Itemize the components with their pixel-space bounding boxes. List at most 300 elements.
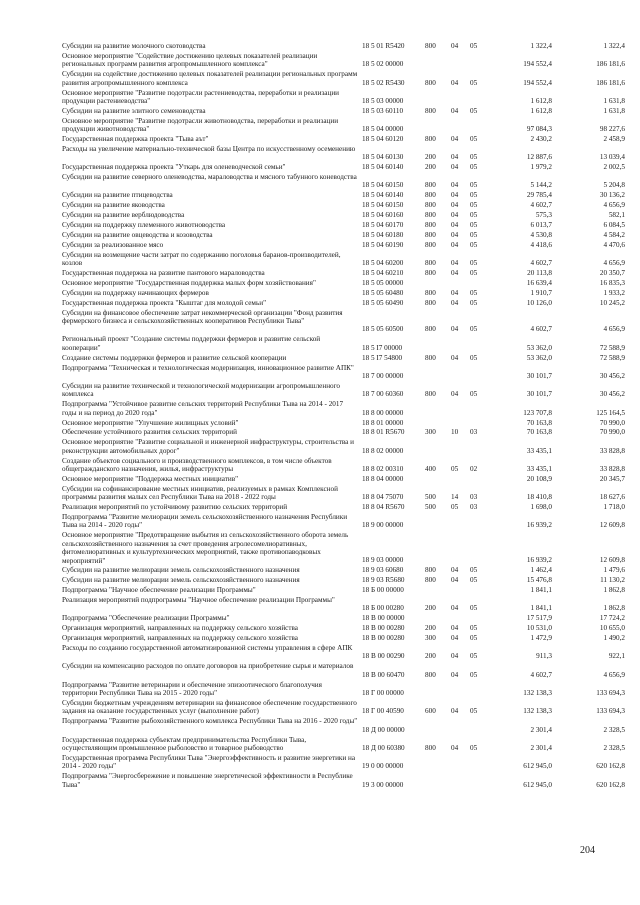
row-value-2020: 1 841,1 <box>530 586 552 595</box>
table-row <box>0 531 640 565</box>
row-name: Государственная программа Республики Тыва "Энергоэффективность и развитие энергетики на 2014 - 2020 годы" <box>62 753 356 771</box>
row-value-2020: 1 472,9 <box>530 634 552 643</box>
row-code: 18 5 02 00000 <box>362 60 404 69</box>
row-subsection: 05 <box>470 153 478 162</box>
row-section: 04 <box>451 231 459 239</box>
row-expense-type: 800 <box>425 211 436 220</box>
row-expense-type: 200 <box>425 604 436 613</box>
row-code: 18 5 02 R5430 <box>362 78 405 87</box>
row-name: Субсидии на развитие технической и технологической модернизации агропромышленного комплекса <box>62 381 341 399</box>
row-section: 04 <box>451 201 459 210</box>
row-code: 18 7 00 60360 <box>362 390 404 399</box>
row-value-2020: 1 322,4 <box>530 42 552 50</box>
row-code: 18 5 04 60130 <box>362 153 404 162</box>
row-value-2021: 30 456,2 <box>599 390 625 399</box>
table-row <box>0 662 640 679</box>
row-value-2020: 20 113,8 <box>527 269 552 278</box>
row-value-2021: 2 458,9 <box>603 135 625 143</box>
row-expense-type: 800 <box>425 576 436 585</box>
row-subsection: 05 <box>470 259 478 268</box>
table-row <box>0 699 640 716</box>
row-subsection: 05 <box>470 240 478 249</box>
row-value-2020: 4 602,7 <box>530 259 552 268</box>
row-code: 19 3 00 00000 <box>362 780 404 789</box>
row-expense-type: 800 <box>425 42 436 50</box>
table-row <box>0 42 640 50</box>
row-code: 18 5 04 60160 <box>362 211 404 220</box>
table-row <box>0 354 640 362</box>
row-code: 18 8 01 00000 <box>362 418 404 427</box>
table-row <box>0 438 640 455</box>
row-value-2021: 70 990,0 <box>599 418 625 427</box>
row-name: Создание объектов социального и производственного комплексов, в том числе объектов общегражданского назначения, жилья, инфраструктуры <box>62 456 332 473</box>
row-value-2021: 186 181,6 <box>596 78 625 87</box>
row-name: Субсидии на развитие элитного семеноводства <box>62 106 206 115</box>
row-section: 04 <box>451 259 459 268</box>
row-name: Подпрограмма "Устойчивое развитие сельских территорий Республики Тыва на 2014 - 2017 годы и на период до 2020 года" <box>62 400 344 417</box>
row-subsection: 03 <box>470 428 478 437</box>
table-row <box>0 163 640 171</box>
row-value-2021: 1 862,8 <box>603 604 625 613</box>
row-value-2021: 12 609,8 <box>599 521 625 530</box>
row-value-2020: 1 612,8 <box>530 96 552 105</box>
row-section: 04 <box>451 42 459 50</box>
table-row <box>0 614 640 622</box>
row-name: Государственная поддержка проекта "Кыштаг для молодой семьи" <box>62 298 267 307</box>
table-row <box>0 457 640 474</box>
row-section: 04 <box>451 163 459 172</box>
row-subsection: 05 <box>470 135 478 143</box>
row-value-2020: 575,3 <box>535 211 552 220</box>
row-value-2021: 18 627,6 <box>599 493 625 502</box>
table-row <box>0 586 640 594</box>
row-value-2020: 20 108,9 <box>526 474 552 483</box>
table-row <box>0 717 640 734</box>
row-name: Государственная поддержка на развитие пантового мараловодства <box>62 269 265 278</box>
table-row <box>0 70 640 87</box>
row-subsection: 03 <box>470 493 478 502</box>
row-name: Подпрограмма "Обеспечение реализации Программы" <box>62 614 230 623</box>
table-row <box>0 173 640 190</box>
table-row <box>0 201 640 209</box>
row-value-2021: 2 002,5 <box>603 163 625 172</box>
row-name: Создание системы поддержки фермеров и развитие сельской кооперации <box>62 353 287 362</box>
row-section: 04 <box>451 652 459 661</box>
row-value-2020: 53 362,0 <box>526 343 552 352</box>
row-subsection: 05 <box>470 634 478 643</box>
row-expense-type: 200 <box>425 163 436 172</box>
table-row <box>0 634 640 642</box>
row-value-2020: 194 552,4 <box>523 60 552 69</box>
row-value-2020: 123 707,8 <box>523 408 552 417</box>
row-subsection: 05 <box>470 390 478 399</box>
row-name: Основное мероприятие "Развитие социальной и инженерной инфраструктуры, строительства и реконструкции автомобильных дорог" <box>62 438 354 455</box>
row-name: Субсидии на развитие молочного скотоводства <box>62 42 206 50</box>
row-value-2020: 70 163,8 <box>526 428 552 437</box>
row-section: 04 <box>451 624 459 633</box>
row-expense-type: 800 <box>425 353 436 362</box>
table-row <box>0 772 640 789</box>
row-value-2021: 70 990,0 <box>599 428 625 437</box>
row-section: 04 <box>451 78 459 87</box>
row-value-2020: 70 163,8 <box>526 418 552 427</box>
row-subsection: 05 <box>470 163 478 172</box>
row-section: 04 <box>451 325 459 334</box>
row-code: 18 8 02 00000 <box>362 446 404 455</box>
row-expense-type: 800 <box>425 390 436 399</box>
table-row <box>0 309 640 334</box>
row-section: 04 <box>451 390 459 399</box>
row-name: Субсидии на развитие верблюдоводства <box>62 211 185 220</box>
row-subsection: 05 <box>470 221 478 230</box>
row-code: 18 8 04 00000 <box>362 474 404 483</box>
table-row <box>0 117 640 134</box>
table-row <box>0 241 640 249</box>
row-value-2020: 4 602,7 <box>530 670 552 679</box>
table-row <box>0 513 640 530</box>
table-row <box>0 566 640 574</box>
row-value-2020: 1 698,0 <box>530 503 552 512</box>
row-name: Субсидии на содействие достижению целевых показателей реализации региональных программ развития агропромышленного комплекса <box>62 70 358 87</box>
row-expense-type: 800 <box>425 670 436 679</box>
row-name: Обеспечение устойчивого развития сельских территорий <box>62 428 237 437</box>
row-value-2020: 4 418,6 <box>530 240 552 249</box>
row-section: 04 <box>451 576 459 585</box>
row-name: Государственная поддержка проекта "Уткарь для оленеводческой семьи" <box>62 163 286 172</box>
row-expense-type: 800 <box>425 298 436 307</box>
row-value-2021: 30 136,2 <box>599 191 625 200</box>
table-row <box>0 145 640 162</box>
row-section: 14 <box>451 493 459 502</box>
table-row <box>0 736 640 753</box>
row-name: Субсидии на поддержку начинающих фермеров <box>62 288 209 297</box>
table-row <box>0 596 640 613</box>
table-row <box>0 251 640 268</box>
row-value-2020: 18 410,8 <box>526 493 552 502</box>
row-expense-type: 800 <box>425 288 436 297</box>
row-name: Региональный проект "Создание системы поддержки фермеров и развитие сельской кооперации" <box>62 335 321 352</box>
row-name: Расходы на увеличение материально-технической базы Центра по искусственному осеменению <box>62 144 356 153</box>
row-value-2021: 20 345,7 <box>599 474 625 483</box>
row-code: 18 5 04 60180 <box>362 231 404 239</box>
row-code: 18 7 00 00000 <box>362 371 404 380</box>
row-value-2020: 2 301,4 <box>530 743 552 752</box>
table-row <box>0 644 640 661</box>
row-code: 18 5 04 60200 <box>362 259 404 268</box>
table-row <box>0 428 640 436</box>
row-section: 04 <box>451 566 459 575</box>
row-expense-type: 500 <box>425 493 436 502</box>
row-expense-type: 800 <box>425 325 436 334</box>
row-expense-type: 800 <box>425 191 436 200</box>
row-value-2021: 33 828,8 <box>599 464 625 473</box>
row-value-2020: 132 138,3 <box>523 689 552 698</box>
row-value-2021: 1 862,8 <box>603 586 625 595</box>
row-section: 04 <box>451 707 459 716</box>
table-row <box>0 475 640 483</box>
table-row <box>0 89 640 106</box>
row-expense-type: 800 <box>425 743 436 752</box>
row-code: 18 5 04 60140 <box>362 191 404 200</box>
row-value-2021: 1 479,6 <box>603 566 625 575</box>
row-subsection: 05 <box>470 652 478 661</box>
row-value-2020: 17 517,9 <box>526 614 552 623</box>
row-value-2021: 1 933,2 <box>603 288 625 297</box>
row-name: Субсидии на софинансирование местных инициатив, реализуемых в рамках Комплексной программы развития малых сел Республики Тыва на 2018 - 2022 годы <box>62 484 338 502</box>
row-value-2020: 12 887,6 <box>526 153 552 162</box>
row-section: 05 <box>451 464 459 473</box>
row-expense-type: 400 <box>425 464 436 473</box>
row-expense-type: 800 <box>425 106 436 115</box>
row-code: 18 В 00 00280 <box>362 624 405 633</box>
row-code: 18 5 05 60500 <box>362 325 404 334</box>
row-name: Основное мероприятие "Улучшение жилищных условий" <box>62 418 239 427</box>
table-row <box>0 231 640 239</box>
row-value-2021: 10 245,2 <box>599 298 625 307</box>
row-subsection: 05 <box>470 566 478 575</box>
row-subsection: 05 <box>470 42 478 50</box>
row-expense-type: 200 <box>425 624 436 633</box>
row-expense-type: 200 <box>425 153 436 162</box>
table-row <box>0 191 640 199</box>
row-value-2021: 30 456,2 <box>599 371 625 380</box>
row-code: 18 5 04 60190 <box>362 240 404 249</box>
table-row <box>0 107 640 115</box>
page-number: 204 <box>580 845 595 856</box>
row-expense-type: 800 <box>425 221 436 230</box>
row-value-2021: 4 470,6 <box>603 240 625 249</box>
row-code: 18 5 I7 00000 <box>362 343 403 352</box>
row-subsection: 05 <box>470 670 478 679</box>
row-expense-type: 300 <box>425 428 436 437</box>
table-row <box>0 135 640 143</box>
row-section: 04 <box>451 211 459 220</box>
row-section: 04 <box>451 634 459 643</box>
row-section: 04 <box>451 191 459 200</box>
row-name: Субсидии на развитие яководства <box>62 201 165 210</box>
row-section: 04 <box>451 135 459 143</box>
row-subsection: 05 <box>470 576 478 585</box>
row-name: Организация мероприятий, направленных на поддержку сельского хозяйства <box>62 624 298 633</box>
row-expense-type: 200 <box>425 652 436 661</box>
row-value-2020: 10 531,0 <box>526 624 552 633</box>
row-section: 04 <box>451 153 459 162</box>
table-row <box>0 400 640 417</box>
row-section: 04 <box>451 353 459 362</box>
row-value-2020: 1 612,8 <box>530 106 552 115</box>
row-subsection: 05 <box>470 201 478 210</box>
row-value-2020: 194 552,4 <box>523 78 552 87</box>
row-name: Реализация мероприятий подпрограммы "Научное обеспечение реализации Программы" <box>62 596 335 605</box>
row-value-2021: 4 656,9 <box>603 259 625 268</box>
row-value-2021: 2 328,5 <box>603 743 625 752</box>
row-code: 18 5 03 60110 <box>362 106 404 115</box>
row-expense-type: 800 <box>425 269 436 278</box>
row-name: Субсидии за реализованное мясо <box>62 240 164 249</box>
row-section: 04 <box>451 106 459 115</box>
row-value-2021: 6 084,5 <box>603 221 625 230</box>
row-expense-type: 500 <box>425 503 436 512</box>
row-section: 04 <box>451 604 459 613</box>
row-subsection: 05 <box>470 298 478 307</box>
row-subsection: 05 <box>470 743 478 752</box>
row-name: Субсидии на развитие мелиорации земель сельскохозяйственного назначения <box>62 566 300 575</box>
row-value-2020: 1 910,7 <box>530 288 552 297</box>
row-name: Основное мероприятие "Поддержка местных инициатив" <box>62 474 239 483</box>
table-row <box>0 503 640 511</box>
row-subsection: 05 <box>470 269 478 278</box>
row-code: 18 Д 00 60380 <box>362 743 405 752</box>
row-value-2020: 33 435,1 <box>526 446 552 455</box>
row-value-2021: 1 322,4 <box>603 42 625 50</box>
row-value-2021: 20 350,7 <box>599 269 625 278</box>
row-value-2020: 16 939,2 <box>526 556 552 565</box>
row-value-2021: 133 694,3 <box>596 707 625 716</box>
row-section: 04 <box>451 670 459 679</box>
row-value-2020: 10 126,0 <box>526 298 552 307</box>
row-value-2021: 33 828,8 <box>599 446 625 455</box>
row-value-2020: 16 939,2 <box>526 521 552 530</box>
row-name: Субсидии на развитие овцеводства и козоводства <box>62 231 213 239</box>
row-value-2020: 53 362,0 <box>526 353 552 362</box>
table-row <box>0 681 640 698</box>
row-subsection: 03 <box>470 503 478 512</box>
row-subsection: 05 <box>470 353 478 362</box>
row-code: 18 Г 00 40590 <box>362 707 404 716</box>
row-expense-type: 600 <box>425 707 436 716</box>
row-section: 10 <box>451 428 459 437</box>
row-value-2021: 13 039,4 <box>599 153 625 162</box>
row-name: Расходы по созданию государственной автоматизированной системы управления в сфере АПК <box>62 644 353 653</box>
row-value-2021: 582,1 <box>608 211 625 220</box>
row-subsection: 05 <box>470 624 478 633</box>
row-value-2021: 186 181,6 <box>596 60 625 69</box>
row-code: 18 5 04 60210 <box>362 269 404 278</box>
row-expense-type: 800 <box>425 566 436 575</box>
row-value-2020: 2 301,4 <box>530 725 552 734</box>
row-code: 18 В 00 00280 <box>362 634 405 643</box>
row-section: 04 <box>451 240 459 249</box>
row-value-2021: 133 694,3 <box>596 689 625 698</box>
row-code: 18 Г 00 00000 <box>362 689 404 698</box>
row-value-2021: 17 724,2 <box>599 614 625 623</box>
row-name: Основное мероприятие "Содействие достижению целевых показателей реализации региональных программ развития агропромышленного комплекса" <box>62 51 318 69</box>
table-row <box>0 52 640 69</box>
row-code: 18 5 05 60480 <box>362 288 404 297</box>
row-name: Государственная поддержка проекта "Тыва аът" <box>62 135 209 143</box>
row-value-2021: 4 656,9 <box>603 670 625 679</box>
row-value-2021: 16 835,3 <box>599 279 625 287</box>
table-row <box>0 269 640 277</box>
row-code: 18 8 02 00310 <box>362 464 404 473</box>
row-value-2021: 4 656,9 <box>603 201 625 210</box>
row-value-2021: 620 162,8 <box>596 780 625 789</box>
row-subsection: 05 <box>470 181 478 190</box>
row-code: 18 5 04 60150 <box>362 201 404 210</box>
row-name: Реализация мероприятий по устойчивому развитию сельских территорий <box>62 503 288 512</box>
row-value-2021: 12 609,8 <box>599 556 625 565</box>
row-name: Подпрограмма "Научное обеспечение реализации Программы" <box>62 586 256 595</box>
row-name: Субсидии на развитие северного оленеводства, мараловодства и мясного табунного коневодства <box>62 173 357 182</box>
row-name: Основное мероприятие "Развитие подотрасли животноводства, переработки и реализации продукции животноводства" <box>62 116 339 134</box>
row-subsection: 05 <box>470 707 478 716</box>
row-name: Основное мероприятие "Развитие подотрасли растениеводства, переработки и реализации продукции растениеводства" <box>62 88 340 105</box>
row-code: 18 9 00 00000 <box>362 521 404 530</box>
row-value-2020: 911,3 <box>536 652 552 661</box>
row-value-2020: 2 430,2 <box>530 135 552 143</box>
row-value-2021: 72 588,9 <box>599 353 625 362</box>
row-value-2021: 1 631,8 <box>603 106 625 115</box>
row-value-2021: 98 227,6 <box>599 125 625 134</box>
row-section: 04 <box>451 221 459 230</box>
row-code: 18 В 00 00290 <box>362 652 405 661</box>
row-subsection: 05 <box>470 231 478 239</box>
row-value-2021: 4 584,2 <box>603 231 625 239</box>
row-code: 18 5 05 00000 <box>362 279 404 287</box>
row-subsection: 05 <box>470 604 478 613</box>
row-subsection: 05 <box>470 78 478 87</box>
row-expense-type: 800 <box>425 201 436 210</box>
row-value-2021: 1 718,0 <box>603 503 625 512</box>
table-row <box>0 364 640 381</box>
row-value-2021: 1 490,2 <box>603 634 625 643</box>
row-value-2021: 4 656,9 <box>603 325 625 334</box>
table-row <box>0 576 640 584</box>
row-section: 05 <box>451 503 459 512</box>
row-section: 04 <box>451 743 459 752</box>
row-value-2021: 620 162,8 <box>596 762 625 771</box>
row-section: 04 <box>451 181 459 190</box>
row-code: 18 8 01 R5670 <box>362 428 405 437</box>
table-row <box>0 485 640 502</box>
row-value-2020: 97 084,3 <box>526 125 552 134</box>
table-row <box>0 299 640 307</box>
row-name: Субсидии на развитие птицеводства <box>62 191 173 200</box>
row-value-2021: 1 631,8 <box>603 96 625 105</box>
row-value-2020: 33 435,1 <box>526 464 552 473</box>
row-value-2020: 132 138,3 <box>523 707 552 716</box>
row-expense-type: 800 <box>425 78 436 87</box>
row-code: 18 5 01 R5420 <box>362 42 405 50</box>
row-expense-type: 800 <box>425 240 436 249</box>
row-name: Подпрограмма "Развитие ветеринарии и обеспечение эпизоотического благополучия территории Республики Тыва на 2015 - 2020 годы" <box>62 680 322 698</box>
row-code: 19 0 00 00000 <box>362 762 404 771</box>
row-name: Субсидии на возмещение части затрат по содержанию поголовья баранов-производителей, козлов <box>62 250 341 268</box>
row-name: Организация мероприятий, направленных на поддержку сельского хозяйства <box>62 634 298 643</box>
table-row <box>0 754 640 771</box>
row-name: Подпрограмма "Техническая и технологическая модернизация, инновационное развитие АПК" <box>62 363 354 372</box>
table-row <box>0 221 640 229</box>
row-value-2020: 4 602,7 <box>530 325 552 334</box>
row-code: 18 5 04 60150 <box>362 181 404 190</box>
table-row <box>0 624 640 632</box>
row-name: Субсидии на развитие мелиорации земель сельскохозяйственного назначения <box>62 576 300 585</box>
row-name: Подпрограмма "Развитие мелиорации земель сельскохозяйственного назначения Республики Тыва на 2014 - 2020 годы" <box>62 513 348 530</box>
row-subsection: 05 <box>470 106 478 115</box>
row-value-2021: 11 130,2 <box>600 576 625 585</box>
row-name: Субсидии на поддержку племенного животноводства <box>62 221 226 230</box>
row-expense-type: 800 <box>425 231 436 239</box>
row-subsection: 05 <box>470 288 478 297</box>
row-subsection: 05 <box>470 211 478 220</box>
table-row <box>0 279 640 287</box>
row-value-2020: 1 462,4 <box>530 566 552 575</box>
row-value-2020: 30 101,7 <box>526 371 552 380</box>
row-code: 18 Б 00 00280 <box>362 604 404 613</box>
row-value-2020: 5 144,2 <box>530 181 552 190</box>
row-expense-type: 800 <box>425 135 436 143</box>
row-value-2020: 612 945,0 <box>523 762 552 771</box>
